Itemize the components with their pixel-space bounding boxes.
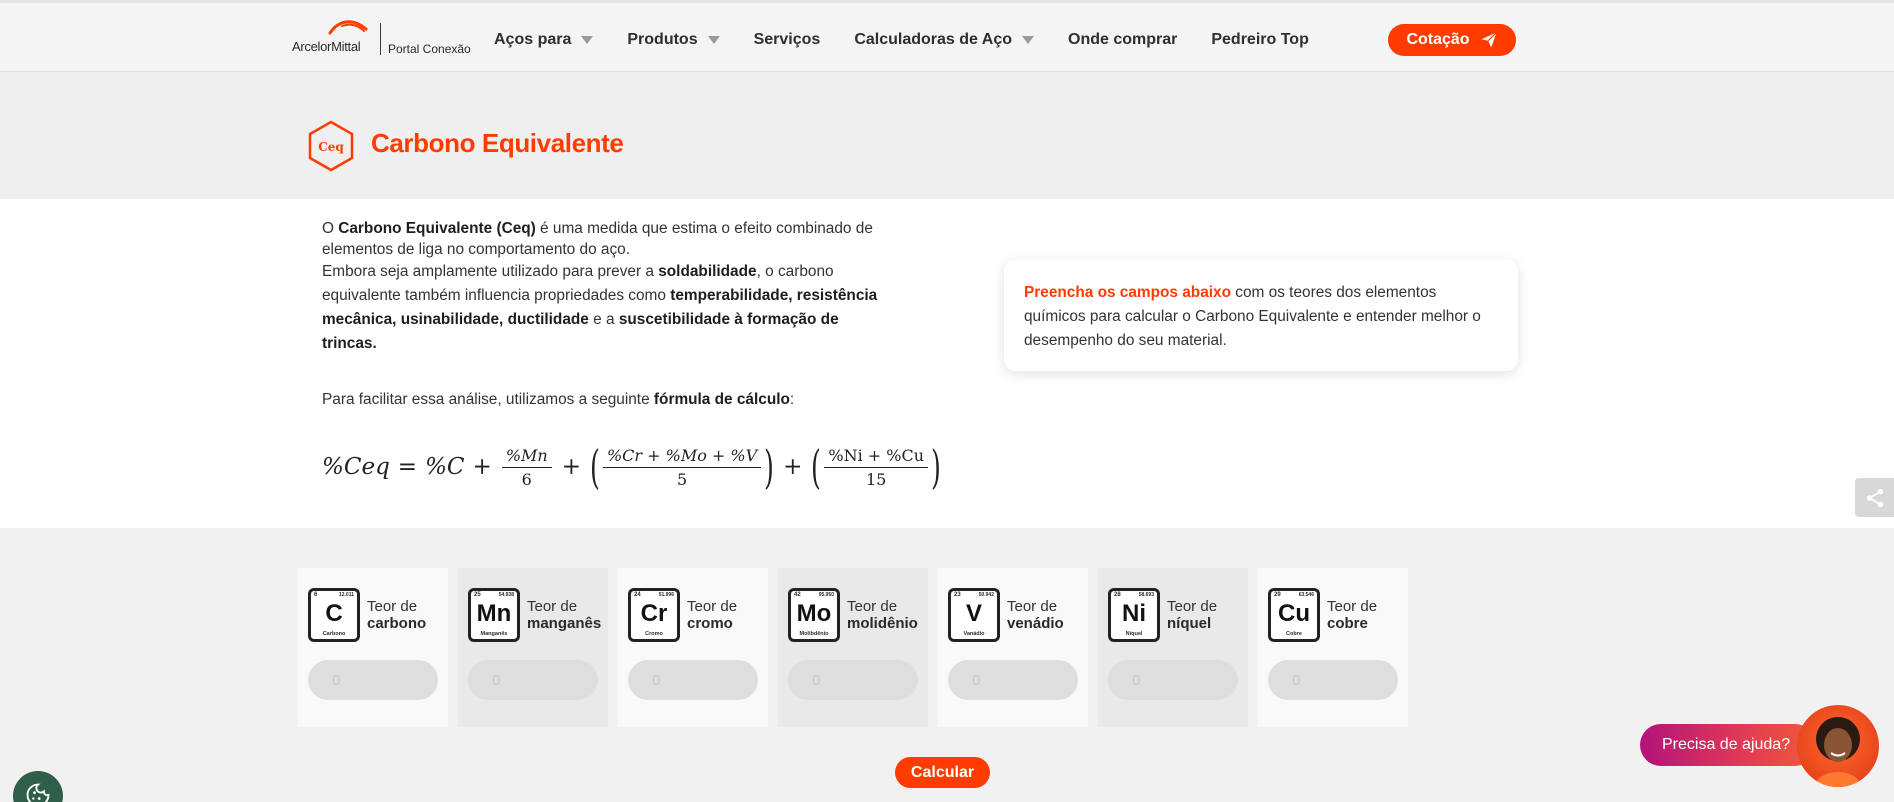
logo-swoosh-icon <box>328 17 372 37</box>
text-bold: níquel <box>1167 615 1212 632</box>
element-card-vanadium <box>938 568 1088 727</box>
formula-paren-close: ) <box>764 440 775 494</box>
cotacao-button[interactable] <box>1388 24 1516 56</box>
element-symbol: C <box>325 600 343 627</box>
nav-label: Serviços <box>753 31 821 48</box>
text-bold: venádio <box>1007 615 1064 632</box>
chromium-input[interactable] <box>628 660 758 700</box>
chevron-down-icon <box>1022 36 1034 44</box>
text: Para facilitar essa análise, utilizamos a seguinte <box>322 391 654 408</box>
nav-item-calculadoras[interactable] <box>854 31 1034 49</box>
element-symbol: Cu <box>1278 600 1310 627</box>
fraction-denominator: 5 <box>676 469 688 489</box>
text: Teor de <box>1167 598 1218 615</box>
logo-divider <box>380 23 381 55</box>
text-bold: molidênio <box>847 615 918 632</box>
element-label <box>527 598 601 632</box>
fraction-numerator: %Ni + %Cu <box>824 446 928 468</box>
formula-fraction-ni-cu <box>824 446 928 489</box>
text: é uma medida que estima o efeito combinado de elementos de liga no comportamento do aço. <box>322 220 873 258</box>
periodic-tile-copper-icon <box>1268 588 1320 642</box>
content-section <box>0 199 1894 528</box>
instructions-card <box>1004 259 1518 371</box>
atomic-number: 29 <box>1274 592 1281 598</box>
title-band <box>0 72 1894 199</box>
element-label <box>847 598 918 632</box>
formula-fraction-cr-mo-v <box>603 446 761 489</box>
element-card-chromium <box>618 568 768 727</box>
copper-input[interactable] <box>1268 660 1398 700</box>
brand-name: ArcelorMittal <box>292 39 361 54</box>
nickel-input[interactable] <box>1108 660 1238 700</box>
element-name: Níquel <box>1125 631 1143 637</box>
atomic-mass: 50.942 <box>978 592 994 598</box>
element-card-copper <box>1258 568 1408 727</box>
chevron-down-icon <box>581 36 593 44</box>
element-symbol: V <box>965 600 982 627</box>
manganese-input[interactable] <box>468 660 598 700</box>
assistant-avatar[interactable] <box>1797 705 1879 787</box>
assistant-avatar-icon <box>1797 705 1879 787</box>
main-nav <box>494 27 1343 53</box>
element-symbol: Cr <box>640 600 668 627</box>
text: Teor de <box>367 598 418 615</box>
element-name: Cobre <box>1286 631 1302 637</box>
text-bold: Carbono Equivalente (Ceq) <box>338 220 536 237</box>
text: Teor de <box>847 598 898 615</box>
formula-plus: + <box>472 454 492 480</box>
element-card-manganese <box>458 568 608 727</box>
cookie-settings-button[interactable] <box>13 771 63 802</box>
text: : <box>789 391 795 408</box>
text-bold: carbono <box>367 615 427 632</box>
periodic-tile-vanadium-icon <box>948 588 1000 642</box>
text: O <box>322 220 339 237</box>
send-icon <box>1480 31 1498 49</box>
formula-paren-open: ( <box>811 440 822 494</box>
text: Teor de <box>527 598 578 615</box>
element-label <box>687 598 737 632</box>
formula-lead-text <box>322 391 794 409</box>
formula-fraction-mn <box>502 446 552 489</box>
fraction-numerator: %Cr + %Mo + %V <box>603 446 761 468</box>
atomic-number: 24 <box>634 592 641 598</box>
nav-item-acos-para[interactable] <box>494 31 593 49</box>
formula-plus: + <box>783 454 803 480</box>
periodic-tile-molybdenum-icon <box>788 588 840 642</box>
atomic-mass: 63.546 <box>1298 592 1314 598</box>
share-icon <box>1864 487 1886 509</box>
ceq-hexagon-icon <box>308 120 354 172</box>
help-chat-button[interactable]: Precisa de ajuda? <box>1640 724 1816 766</box>
ceq-badge-label: Ceq <box>318 140 344 154</box>
text-bold: temperabilidade, resistência mecânica, usinabilidade, ductilidade <box>322 287 878 328</box>
element-card-nickel <box>1098 568 1248 727</box>
portal-name: Portal Conexão <box>388 42 471 56</box>
text-bold: suscetibilidade à formação de trincas. <box>322 311 839 352</box>
chevron-down-icon <box>708 36 720 44</box>
calculate-button[interactable]: Calcular <box>895 757 990 788</box>
element-label <box>1007 598 1064 632</box>
text: Teor de <box>1007 598 1058 615</box>
atomic-number: 23 <box>954 592 961 598</box>
vanadium-input[interactable] <box>948 660 1078 700</box>
element-name: Cromo <box>645 631 663 637</box>
element-name: Vanádio <box>963 631 985 637</box>
element-label <box>1167 598 1217 632</box>
cookie-icon <box>24 781 52 802</box>
instructions-text: com os teores dos elementos químicos para calcular o Carbono Equivalente e entender melhor o desempenho do seu material. <box>1024 284 1481 349</box>
periodic-tile-carbon-icon <box>308 588 360 642</box>
atomic-mass: 54.938 <box>498 592 514 598</box>
text: Teor de <box>687 598 738 615</box>
text-bold: cobre <box>1327 615 1368 632</box>
formula-carbon: %C <box>425 454 465 480</box>
atomic-number: 25 <box>474 592 481 598</box>
text: , o carbono equivalente também influencia propriedades como <box>322 263 834 304</box>
element-card-carbon <box>298 568 448 727</box>
atomic-number: 42 <box>794 592 801 598</box>
periodic-tile-nickel-icon <box>1108 588 1160 642</box>
atomic-mass: 58.693 <box>1138 592 1154 598</box>
formula-equals: = <box>397 454 418 480</box>
intro-text <box>322 218 892 356</box>
cotacao-label: Cotação <box>1406 31 1470 48</box>
nav-item-produtos[interactable] <box>627 31 719 49</box>
atomic-number: 6 <box>314 592 318 598</box>
element-symbol: Mo <box>796 600 832 627</box>
instructions-highlight: Preencha os campos abaixo <box>1024 284 1232 301</box>
periodic-tile-chromium-icon <box>628 588 680 642</box>
nav-label: Onde comprar <box>1068 31 1178 48</box>
fraction-denominator: 15 <box>866 469 887 489</box>
element-name: Carbono <box>322 631 346 637</box>
molybdenum-input[interactable] <box>788 660 918 700</box>
formula-plus: + <box>561 454 581 480</box>
formula-paren-close: ) <box>931 440 941 494</box>
periodic-tile-manganese-icon <box>468 588 520 642</box>
atomic-mass: 95.950 <box>818 592 834 598</box>
nav-label: Calculadoras de Aço <box>854 31 1012 48</box>
share-button[interactable] <box>1855 478 1894 517</box>
intro-paragraph-2 <box>322 260 892 356</box>
text: e a <box>588 311 619 328</box>
intro-paragraph-1 <box>322 218 892 260</box>
carbon-input[interactable] <box>308 660 438 700</box>
atomic-mass: 12.011 <box>338 592 354 598</box>
atomic-number: 28 <box>1114 592 1121 598</box>
fraction-numerator: %Mn <box>502 446 552 468</box>
atomic-mass: 51.996 <box>658 592 674 598</box>
arcelormittal-logo[interactable] <box>292 17 474 59</box>
element-card-molybdenum <box>778 568 928 727</box>
element-label <box>1327 598 1377 632</box>
element-name: Manganês <box>480 631 508 637</box>
element-label <box>367 598 426 632</box>
nav-item-servicos[interactable] <box>754 31 821 49</box>
element-symbol: Ni <box>1122 600 1146 627</box>
element-name: Molibdênio <box>799 631 829 637</box>
text: Teor de <box>1327 598 1378 615</box>
ceq-formula <box>322 438 942 496</box>
formula-paren-open: ( <box>590 440 600 494</box>
top-navigation-bar <box>0 0 1894 72</box>
text-bold: soldabilidade <box>658 263 757 280</box>
nav-label: Pedreiro Top <box>1211 31 1309 48</box>
element-inputs <box>298 568 1418 727</box>
fraction-denominator: 6 <box>521 469 532 489</box>
formula-lhs: %Ceq <box>322 454 390 480</box>
nav-label: Produtos <box>627 31 698 48</box>
nav-item-pedreiro-top[interactable] <box>1211 31 1309 49</box>
nav-item-onde-comprar[interactable] <box>1068 31 1177 49</box>
text: Embora seja amplamente utilizado para prever a <box>322 263 659 280</box>
text-bold: cromo <box>687 615 733 632</box>
element-symbol: Mn <box>476 600 512 627</box>
page-title: Carbono Equivalente <box>371 128 624 158</box>
text-bold: manganês <box>527 615 602 632</box>
nav-label: Aços para <box>494 31 572 48</box>
text-bold: fórmula de cálculo <box>653 391 790 408</box>
